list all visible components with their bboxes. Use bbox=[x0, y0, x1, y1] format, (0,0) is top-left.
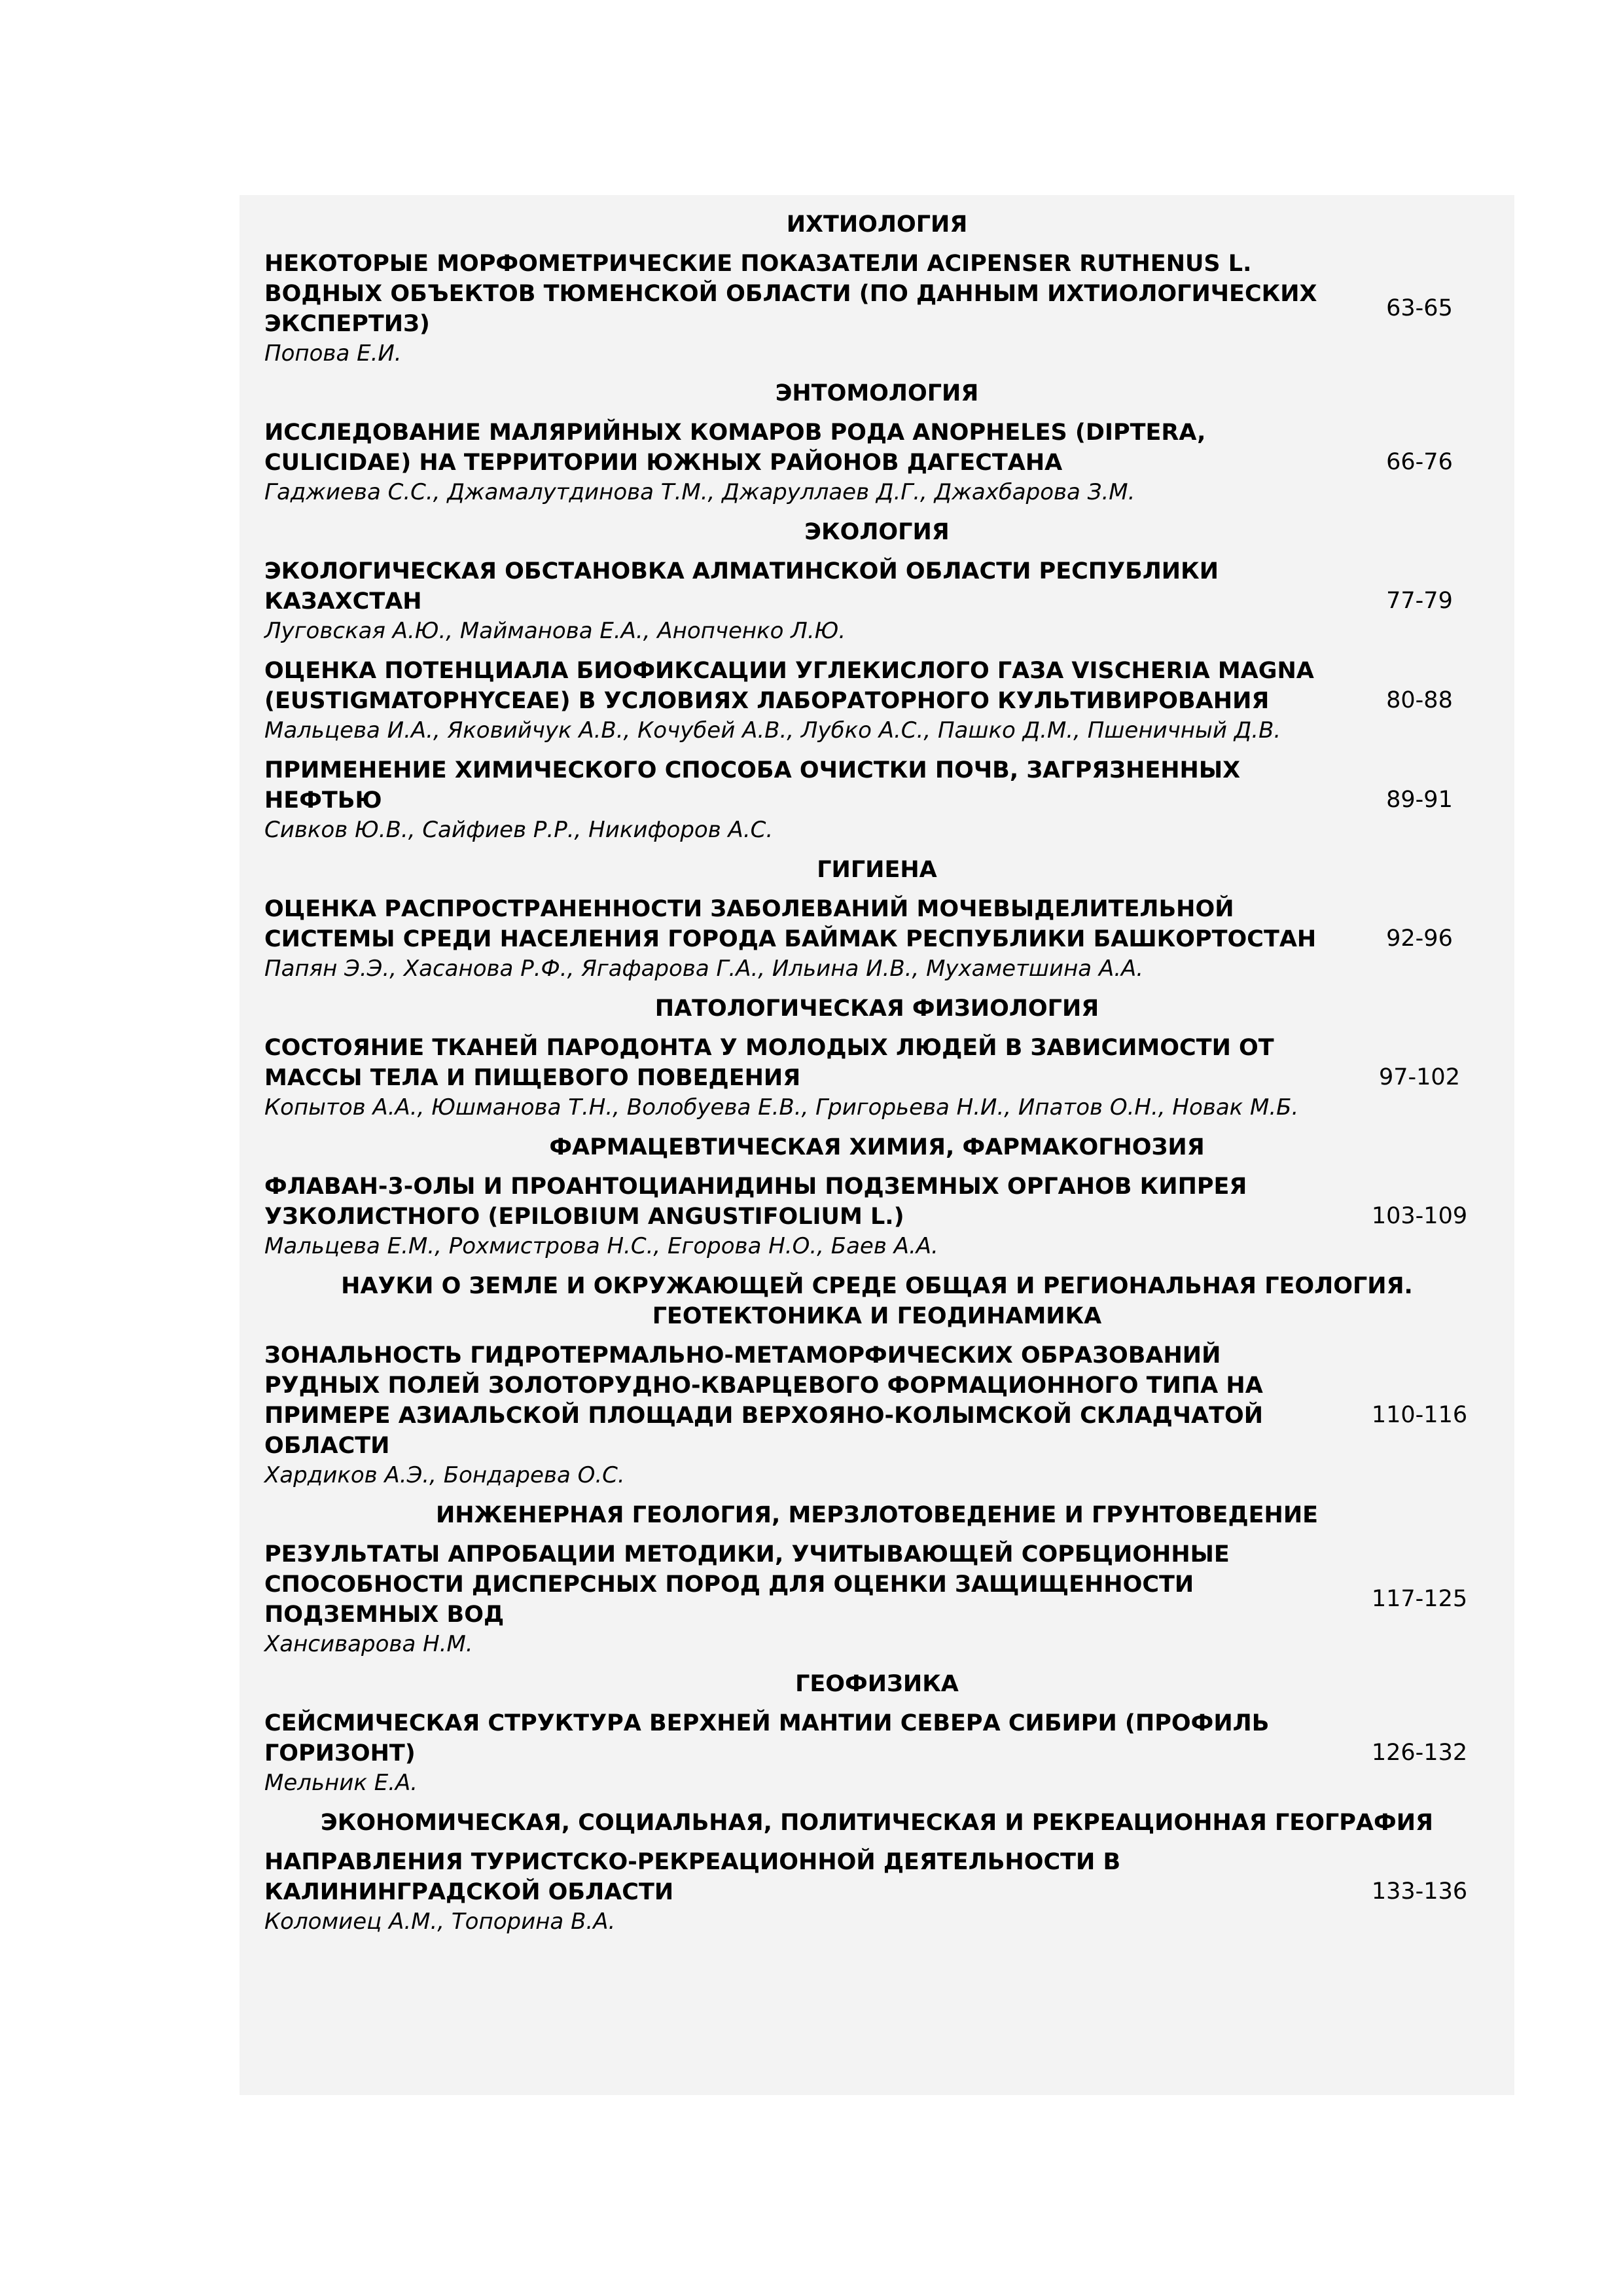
toc-section bbox=[240, 855, 1514, 983]
article-authors: Мельник Е.А. bbox=[264, 1770, 418, 1796]
page-range: 126-132 bbox=[1371, 1740, 1468, 1766]
section-heading: ЭКОНОМИЧЕСКАЯ, СОЦИАЛЬНАЯ, ПОЛИТИЧЕСКАЯ И РЕКРЕАЦИОННАЯ ГЕОГРАФИЯ bbox=[321, 1810, 1433, 1836]
toc-section bbox=[240, 1808, 1514, 1936]
toc-section bbox=[240, 517, 1514, 844]
toc-section bbox=[240, 1271, 1514, 1490]
section-heading: ФАРМАЦЕВТИЧЕСКАЯ ХИМИЯ, ФАРМАКОГНОЗИЯ bbox=[549, 1134, 1205, 1160]
article-title: ПРИМЕНЕНИЕ ХИМИЧЕСКОГО СПОСОБА ОЧИСТКИ ПОЧВ, ЗАГРЯЗНЕННЫХ НЕФТЬЮ bbox=[264, 757, 1241, 814]
section-heading: ЭКОЛОГИЯ bbox=[804, 519, 950, 545]
toc-entry bbox=[240, 894, 1514, 983]
article-title: СЕЙСМИЧЕСКАЯ СТРУКТУРА ВЕРХНЕЙ МАНТИИ СЕВЕРА СИБИРИ (ПРОФИЛЬ ГОРИЗОНТ) bbox=[264, 1710, 1270, 1767]
page-range: 133-136 bbox=[1371, 1878, 1468, 1905]
article-authors: Мальцева И.А., Яковийчук А.В., Кочубей А.В., Лубко А.С., Пашко Д.М., Пшеничный Д.В. bbox=[264, 717, 1281, 744]
article-authors: Хардиков А.Э., Бондарева О.С. bbox=[264, 1462, 625, 1488]
toc-entry bbox=[240, 1340, 1514, 1490]
page-range: 92-96 bbox=[1386, 925, 1453, 952]
article-title: ФЛАВАН-3-ОЛЫ И ПРОАНТОЦИАНИДИНЫ ПОДЗЕМНЫХ ОРГАНОВ КИПРЕЯ УЗКОЛИСТНОГО (EPILOBIUM ANGUSTIFOLIUM L.) bbox=[264, 1174, 1247, 1230]
toc-entry bbox=[240, 249, 1514, 368]
section-heading: ИХТИОЛОГИЯ bbox=[786, 211, 968, 238]
article-authors: Хансиварова Н.М. bbox=[264, 1631, 473, 1657]
section-heading: ГЕОФИЗИКА bbox=[795, 1671, 959, 1697]
article-title: ЭКОЛОГИЧЕСКАЯ ОБСТАНОВКА АЛМАТИНСКОЙ ОБЛАСТИ РЕСПУБЛИКИ КАЗАХСТАН bbox=[264, 558, 1219, 615]
article-authors: Гаджиева С.С., Джамалутдинова Т.М., Джаруллаев Д.Г., Джахбарова З.М. bbox=[264, 479, 1135, 505]
page-range: 80-88 bbox=[1386, 687, 1453, 713]
page-range: 103-109 bbox=[1371, 1203, 1468, 1229]
toc-entry bbox=[240, 1847, 1514, 1936]
article-title: НЕКОТОРЫЕ МОРФОМЕТРИЧЕСКИЕ ПОКАЗАТЕЛИ ACIPENSER RUTHENUS L. ВОДНЫХ ОБЪЕКТОВ ТЮМЕНСКОЙ ОБЛАСТИ (ПО ДАННЫМ ИХТИОЛОГИЧЕСКИХ ЭКСПЕРТИЗ) bbox=[264, 251, 1317, 337]
toc-section bbox=[240, 994, 1514, 1122]
article-title: ОЦЕНКА ПОТЕНЦИАЛА БИОФИКСАЦИИ УГЛЕКИСЛОГО ГАЗА VISCHERIA MAGNA (EUSTIGMATOPHYCEAE) В УСЛОВИЯХ ЛАБОРАТОРНОГО КУЛЬТИВИРОВАНИЯ bbox=[264, 658, 1314, 714]
article-title: НАПРАВЛЕНИЯ ТУРИСТСКО-РЕКРЕАЦИОННОЙ ДЕЯТЕЛЬНОСТИ В КАЛИНИНГРАДСКОЙ ОБЛАСТИ bbox=[264, 1849, 1121, 1905]
toc-section bbox=[240, 209, 1514, 368]
article-title: ИССЛЕДОВАНИЕ МАЛЯРИЙНЫХ КОМАРОВ РОДА ANOPHELES (DIPTERA, CULICIDAE) НА ТЕРРИТОРИИ ЮЖНЫХ РАЙОНОВ ДАГЕСТАНА bbox=[264, 420, 1206, 476]
section-heading: ИНЖЕНЕРНАЯ ГЕОЛОГИЯ, МЕРЗЛОТОВЕДЕНИЕ И ГРУНТОВЕДЕНИЕ bbox=[435, 1502, 1319, 1528]
article-title: ОЦЕНКА РАСПРОСТРАНЕННОСТИ ЗАБОЛЕВАНИЙ МОЧЕВЫДЕЛИТЕЛЬНОЙ СИСТЕМЫ СРЕДИ НАСЕЛЕНИЯ ГОРОДА БАЙМАК РЕСПУБЛИКИ БАШКОРТОСТАН bbox=[264, 896, 1317, 952]
section-heading: ГИГИЕНА bbox=[817, 857, 937, 883]
section-heading: НАУКИ О ЗЕМЛЕ И ОКРУЖАЮЩЕЙ СРЕДЕ ОБЩАЯ И РЕГИОНАЛЬНАЯ ГЕОЛОГИЯ. ГЕОТЕКТОНИКА И ГЕОДИНАМИКА bbox=[341, 1273, 1413, 1329]
toc-entry bbox=[240, 556, 1514, 645]
page-range: 66-76 bbox=[1386, 449, 1453, 475]
toc-entry bbox=[240, 418, 1514, 507]
page-range: 77-79 bbox=[1386, 588, 1453, 614]
article-authors: Луговская А.Ю., Майманова Е.А., Анопченко Л.Ю. bbox=[264, 618, 846, 644]
toc-section bbox=[240, 1669, 1514, 1797]
article-authors: Попова Е.И. bbox=[264, 340, 402, 367]
section-heading: ПАТОЛОГИЧЕСКАЯ ФИЗИОЛОГИЯ bbox=[654, 996, 1099, 1022]
article-authors: Папян Э.Э., Хасанова Р.Ф., Ягафарова Г.А., Ильина И.В., Мухаметшина А.А. bbox=[264, 956, 1144, 982]
article-title: СОСТОЯНИЕ ТКАНЕЙ ПАРОДОНТА У МОЛОДЫХ ЛЮДЕЙ В ЗАВИСИМОСТИ ОТ МАССЫ ТЕЛА И ПИЩЕВОГО ПОВЕДЕНИЯ bbox=[264, 1035, 1274, 1091]
article-authors: Мальцева Е.М., Рохмистрова Н.С., Егорова Н.О., Баев А.А. bbox=[264, 1233, 938, 1259]
article-title: ЗОНАЛЬНОСТЬ ГИДРОТЕРМАЛЬНО-МЕТАМОРФИЧЕСКИХ ОБРАЗОВАНИЙ РУДНЫХ ПОЛЕЙ ЗОЛОТОРУДНО-КВАРЦЕВОГО ФОРМАЦИОННОГО ТИПА НА ПРИМЕРЕ АЗИАЛЬСКОЙ ПЛОЩАДИ ВЕРХОЯНО-КОЛЫМСКОЙ СКЛАДЧАТОЙ ОБЛАСТИ bbox=[264, 1342, 1264, 1459]
page-range: 89-91 bbox=[1386, 787, 1453, 813]
article-authors: Копытов А.А., Юшманова Т.Н., Волобуева Е.В., Григорьева Н.И., Ипатов О.Н., Новак М.Б. bbox=[264, 1094, 1299, 1121]
toc-section bbox=[240, 378, 1514, 507]
page-range: 117-125 bbox=[1371, 1586, 1468, 1612]
page-range: 63-65 bbox=[1386, 295, 1453, 321]
article-title: РЕЗУЛЬТАТЫ АПРОБАЦИИ МЕТОДИКИ, УЧИТЫВАЮЩЕЙ СОРБЦИОННЫЕ СПОСОБНОСТИ ДИСПЕРСНЫХ ПОРОД ДЛЯ ОЦЕНКИ ЗАЩИЩЕННОСТИ ПОДЗЕМНЫХ ВОД bbox=[264, 1541, 1230, 1628]
toc-section bbox=[240, 1132, 1514, 1261]
toc-entry bbox=[240, 1708, 1514, 1797]
page-range: 110-116 bbox=[1371, 1402, 1468, 1428]
article-authors: Коломиец А.М., Топорина В.А. bbox=[264, 1909, 616, 1935]
toc-entry bbox=[240, 755, 1514, 844]
toc-entry bbox=[240, 1172, 1514, 1261]
section-heading: ЭНТОМОЛОГИЯ bbox=[775, 380, 979, 406]
page-range: 97-102 bbox=[1379, 1064, 1460, 1090]
article-authors: Сивков Ю.В., Сайфиев Р.Р., Никифоров А.С. bbox=[264, 817, 774, 843]
toc-entry bbox=[240, 656, 1514, 745]
table-of-contents bbox=[240, 195, 1514, 2095]
toc-section bbox=[240, 1500, 1514, 1659]
toc-entry bbox=[240, 1033, 1514, 1122]
toc-entry bbox=[240, 1539, 1514, 1659]
